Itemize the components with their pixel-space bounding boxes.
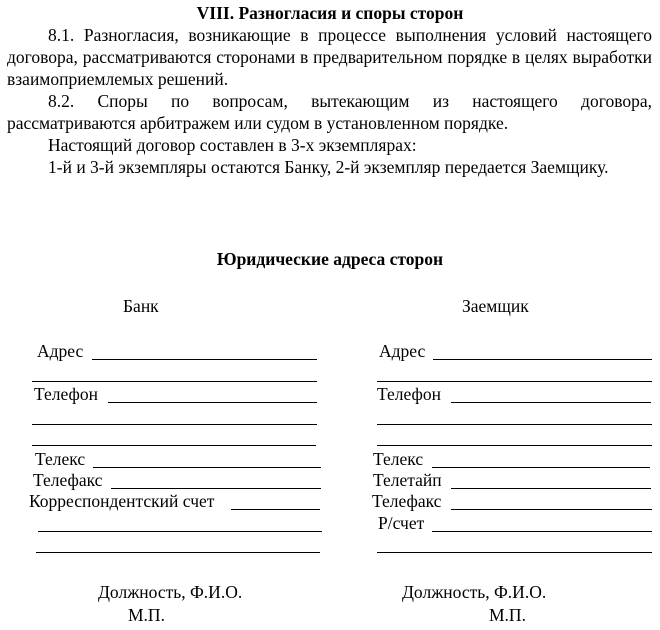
borrower-phone-field-line-2[interactable] xyxy=(377,424,652,425)
addresses-title: Юридические адреса сторон xyxy=(216,249,444,269)
borrower-teletype-label: Телетайп xyxy=(373,470,442,490)
bank-corr-account-field[interactable] xyxy=(231,509,320,510)
borrower-teletype-field[interactable] xyxy=(451,488,651,489)
paragraph-8-2: 8.2. Споры по вопросам, вытекающим из настоящего договора, рассматриваются арбитражем или судом в установленном порядке. xyxy=(7,91,652,133)
bank-corr-account-label: Корреспондентский счет xyxy=(29,491,215,511)
borrower-address-field[interactable] xyxy=(433,359,652,360)
bank-phone-field-line-2[interactable] xyxy=(32,424,317,425)
bank-signature-label: Должность, Ф.И.О. xyxy=(98,582,243,602)
bank-address-field-line-2[interactable] xyxy=(32,381,317,382)
borrower-address-label: Адрес xyxy=(379,341,426,361)
borrower-heading: Заемщик xyxy=(462,296,529,316)
borrower-account-label: Р/счет xyxy=(378,513,425,533)
bank-address-label: Адрес xyxy=(37,341,84,361)
borrower-signature-label: Должность, Ф.И.О. xyxy=(402,582,547,602)
bank-blank-line[interactable] xyxy=(32,445,316,446)
bank-heading: Банк xyxy=(123,296,159,316)
paragraph-copies-distribution: 1-й и 3-й экземпляры остаются Банку, 2-й экземпляр передается Заемщику. xyxy=(48,157,609,177)
borrower-account-field[interactable] xyxy=(432,531,652,532)
borrower-account-field-line-2[interactable] xyxy=(377,552,652,553)
bank-fax-label: Телефакс xyxy=(33,470,103,490)
bank-corr-account-field-line-2[interactable] xyxy=(38,531,322,532)
borrower-stamp-label: М.П. xyxy=(489,605,526,625)
bank-telex-field[interactable] xyxy=(93,467,321,468)
borrower-telex-label: Телекс xyxy=(373,449,424,469)
bank-fax-field[interactable] xyxy=(111,488,321,489)
borrower-phone-label: Телефон xyxy=(377,384,441,404)
paragraph-copies: Настоящий договор составлен в 3-х экземплярах: xyxy=(48,135,417,155)
borrower-address-field-line-2[interactable] xyxy=(377,381,652,382)
section-title: VIII. Разногласия и споры сторон xyxy=(196,3,464,23)
borrower-fax-field[interactable] xyxy=(451,509,652,510)
bank-telex-label: Телекс xyxy=(35,449,86,469)
bank-phone-label: Телефон xyxy=(34,384,98,404)
paragraph-8-1: 8.1. Разногласия, возникающие в процессе выполнения условий настоящего договора, рассматриваются сторонами в предварительном порядке в целях выработки взаимоприемлемых решений. xyxy=(7,25,652,89)
borrower-phone-field[interactable] xyxy=(451,402,651,403)
bank-corr-account-field-line-3[interactable] xyxy=(36,552,320,553)
section-body xyxy=(7,24,652,178)
bank-phone-field[interactable] xyxy=(108,402,317,403)
borrower-telex-field[interactable] xyxy=(432,467,650,468)
bank-stamp-label: М.П. xyxy=(128,605,165,625)
bank-address-field[interactable] xyxy=(92,359,317,360)
borrower-fax-label: Телефакс xyxy=(372,491,442,511)
borrower-blank-line[interactable] xyxy=(377,445,652,446)
